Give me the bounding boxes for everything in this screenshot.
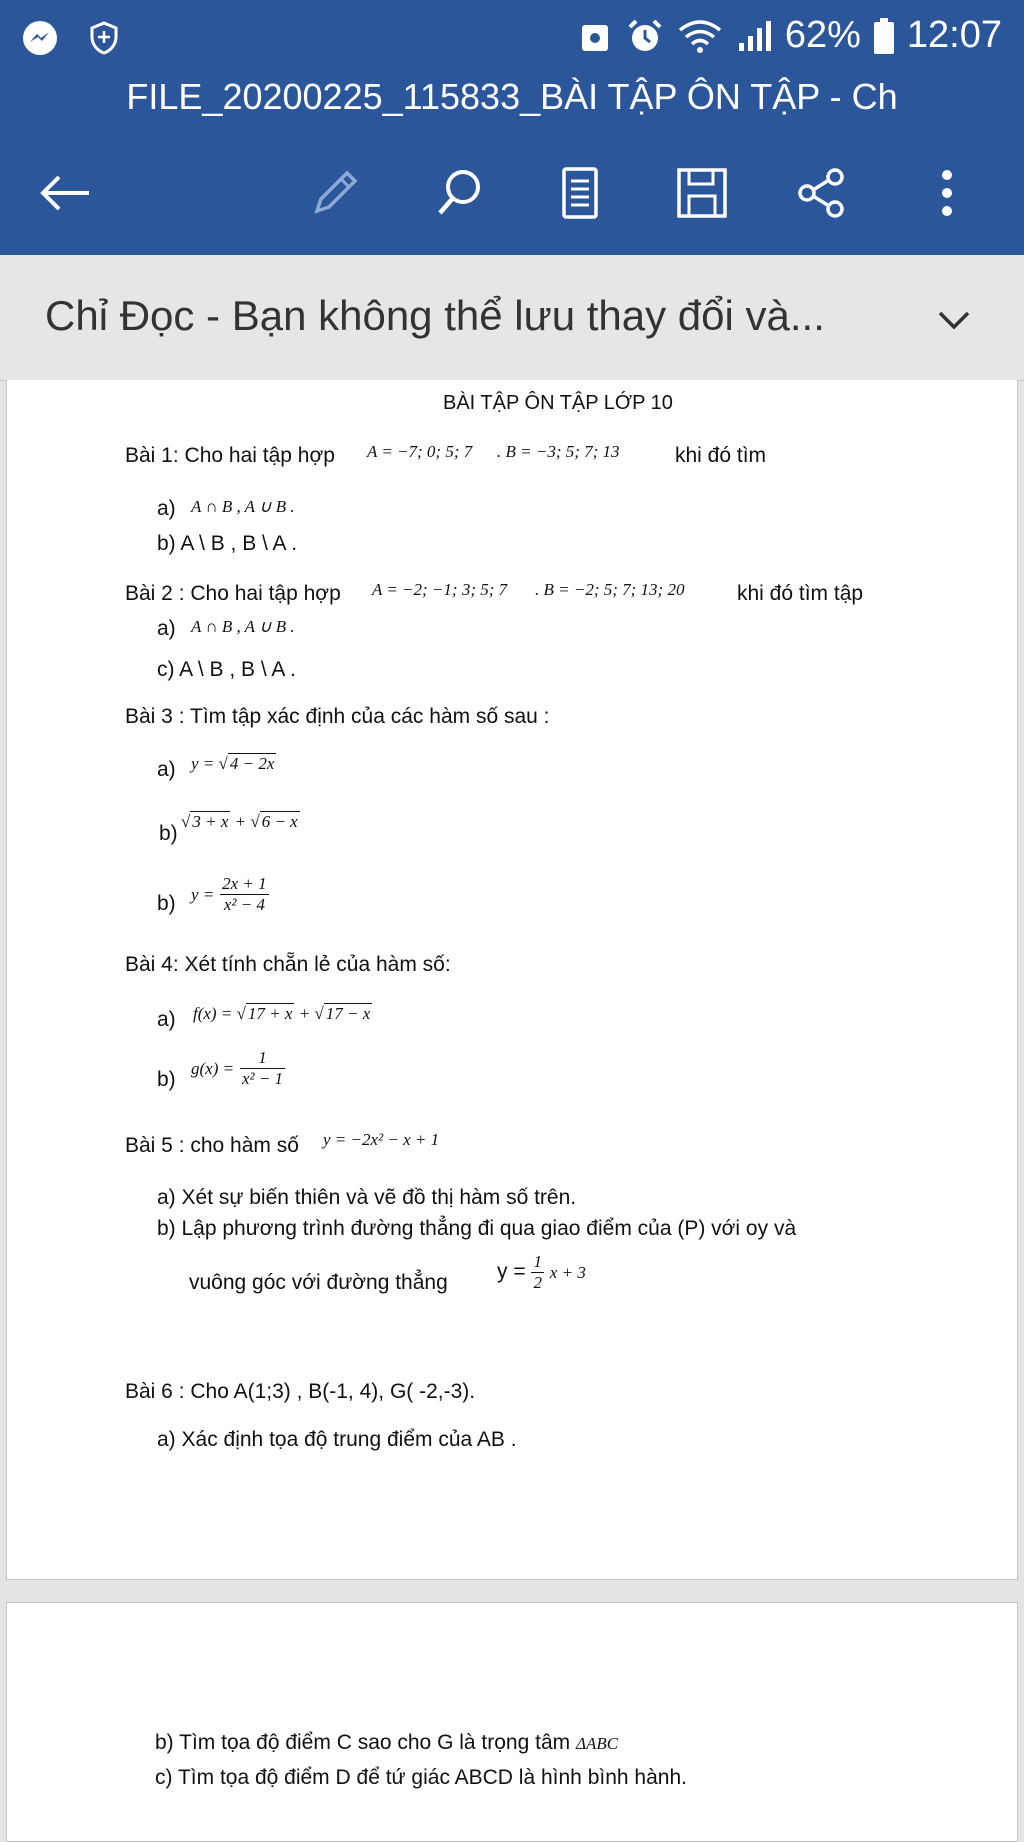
save-button[interactable] — [667, 158, 737, 228]
search-icon — [432, 165, 488, 221]
document-title: FILE_20200225_115833_BÀI TẬP ÔN TẬP - Ch — [126, 76, 898, 117]
bai5-function: y = −2x² − x + 1 — [323, 1130, 440, 1149]
signal-icon — [735, 16, 775, 56]
bai3-b1-math: √ 3 + x + √ 6 − x — [181, 812, 298, 831]
save-icon — [675, 166, 729, 220]
bai1-tail: khi đó tìm — [675, 444, 767, 467]
bai1-b: b) A \ B , B \ A . — [157, 532, 298, 555]
bai5-b-line-equation: y = $\frac{1}{2}$ x + 3 — [497, 1252, 586, 1292]
bai1-title: Bài 1: Cho hai tập hợp — [125, 444, 335, 467]
read-only-message: Chỉ Đọc - Bạn không thể lưu thay đổi và... — [45, 292, 825, 339]
bai5-title: Bài 5 : cho hàm số — [125, 1134, 299, 1157]
bai4-a-label: a) — [157, 1008, 176, 1031]
battery-icon — [871, 16, 897, 56]
vpn-icon — [575, 16, 615, 56]
app-header — [0, 0, 1024, 255]
bai2-c: c) A \ B , B \ A . — [157, 658, 296, 681]
shield-icon — [84, 18, 124, 58]
share-button[interactable] — [787, 158, 857, 228]
clock: 12:07 — [906, 14, 1002, 56]
bai2-tail: khi đó tìm tập — [737, 582, 864, 605]
bai2-a-math: A ∩ B , A ∪ B . — [191, 617, 295, 636]
bai4-b-math: g(x) = $\frac{1}{\text{x² − 1}}$ — [191, 1048, 284, 1088]
back-arrow-icon — [37, 173, 93, 213]
back-button[interactable] — [30, 158, 100, 228]
bai3-b1-label: b) — [159, 822, 178, 845]
bai3-title: Bài 3 : Tìm tập xác định của các hàm số sau : — [125, 705, 550, 728]
bai3-a-math: y = √ 4 − 2x — [191, 754, 275, 773]
bai1-a-label: a) — [157, 497, 176, 520]
toolbar — [0, 158, 1024, 228]
bai4-b-label: b) — [157, 1068, 176, 1091]
bai2-set-a: A = −2; −1; 3; 5; 7 — [372, 580, 508, 599]
bai5-b: b) Lập phương trình đường thẳng đi qua giao điểm của (P) với oy và — [157, 1217, 797, 1240]
bai1-set-b: . B = −3; 5; 7; 13 — [497, 442, 620, 461]
bai1-set-a: A = −7; 0; 5; 7 — [367, 442, 473, 461]
bai5-a: a) Xét sự biến thiên và vẽ đồ thị hàm số trên. — [157, 1186, 577, 1209]
bai4-a-math: f(x) = √ 17 + x + √ 17 − x — [193, 1004, 371, 1023]
document-page-2 — [6, 1602, 1018, 1842]
bai6-title: Bài 6 : Cho A(1;3) , B(-1, 4), G( -2,-3). — [125, 1380, 476, 1403]
read-only-banner[interactable] — [0, 255, 1024, 381]
bai5-b-continued: vuông góc với đường thẳng — [189, 1271, 448, 1294]
chevron-down-icon — [937, 310, 971, 330]
bai6-a: a) Xác định tọa độ trung điểm của AB . — [157, 1428, 517, 1451]
bai2-title: Bài 2 : Cho hai tập hợp — [125, 582, 341, 605]
bai3-a-label: a) — [157, 758, 176, 781]
bai2-set-b: . B = −2; 5; 7; 13; 20 — [535, 580, 685, 599]
pencil-icon — [307, 165, 363, 221]
document-view-icon — [558, 165, 602, 221]
status-bar-right — [575, 14, 1002, 57]
share-icon — [795, 166, 849, 220]
edit-button[interactable] — [300, 158, 370, 228]
bai1-a-math: A ∩ B , A ∪ B . — [191, 497, 295, 516]
document-heading: BÀI TẬP ÔN TẬP LỚP 10 — [443, 392, 673, 414]
more-vertical-icon — [937, 165, 957, 221]
battery-percent: 62% — [784, 14, 861, 56]
search-button[interactable] — [425, 158, 495, 228]
status-bar-left — [20, 18, 124, 58]
bai4-title: Bài 4: Xét tính chẵn lẻ của hàm số: — [125, 953, 451, 976]
alarm-icon — [625, 16, 665, 56]
bai6-c: c) Tìm tọa độ điểm D để tứ giác ABCD là hình bình hành. — [155, 1766, 687, 1789]
wifi-icon — [675, 16, 725, 56]
messenger-icon — [20, 18, 60, 58]
bai2-a-label: a) — [157, 617, 176, 640]
bai6-b: b) Tìm tọa độ điểm C sao cho G là trọng tâm ΔABC — [155, 1731, 619, 1754]
expand-banner-button[interactable] — [929, 295, 979, 345]
bai3-b2-math: y = $\frac{2x + 1}{\text{x² − 4}}$ — [191, 874, 267, 914]
document-page-1 — [6, 380, 1018, 1580]
reading-view-button[interactable] — [545, 158, 615, 228]
more-options-button[interactable] — [912, 158, 982, 228]
bai3-b2-label: b) — [157, 892, 176, 915]
